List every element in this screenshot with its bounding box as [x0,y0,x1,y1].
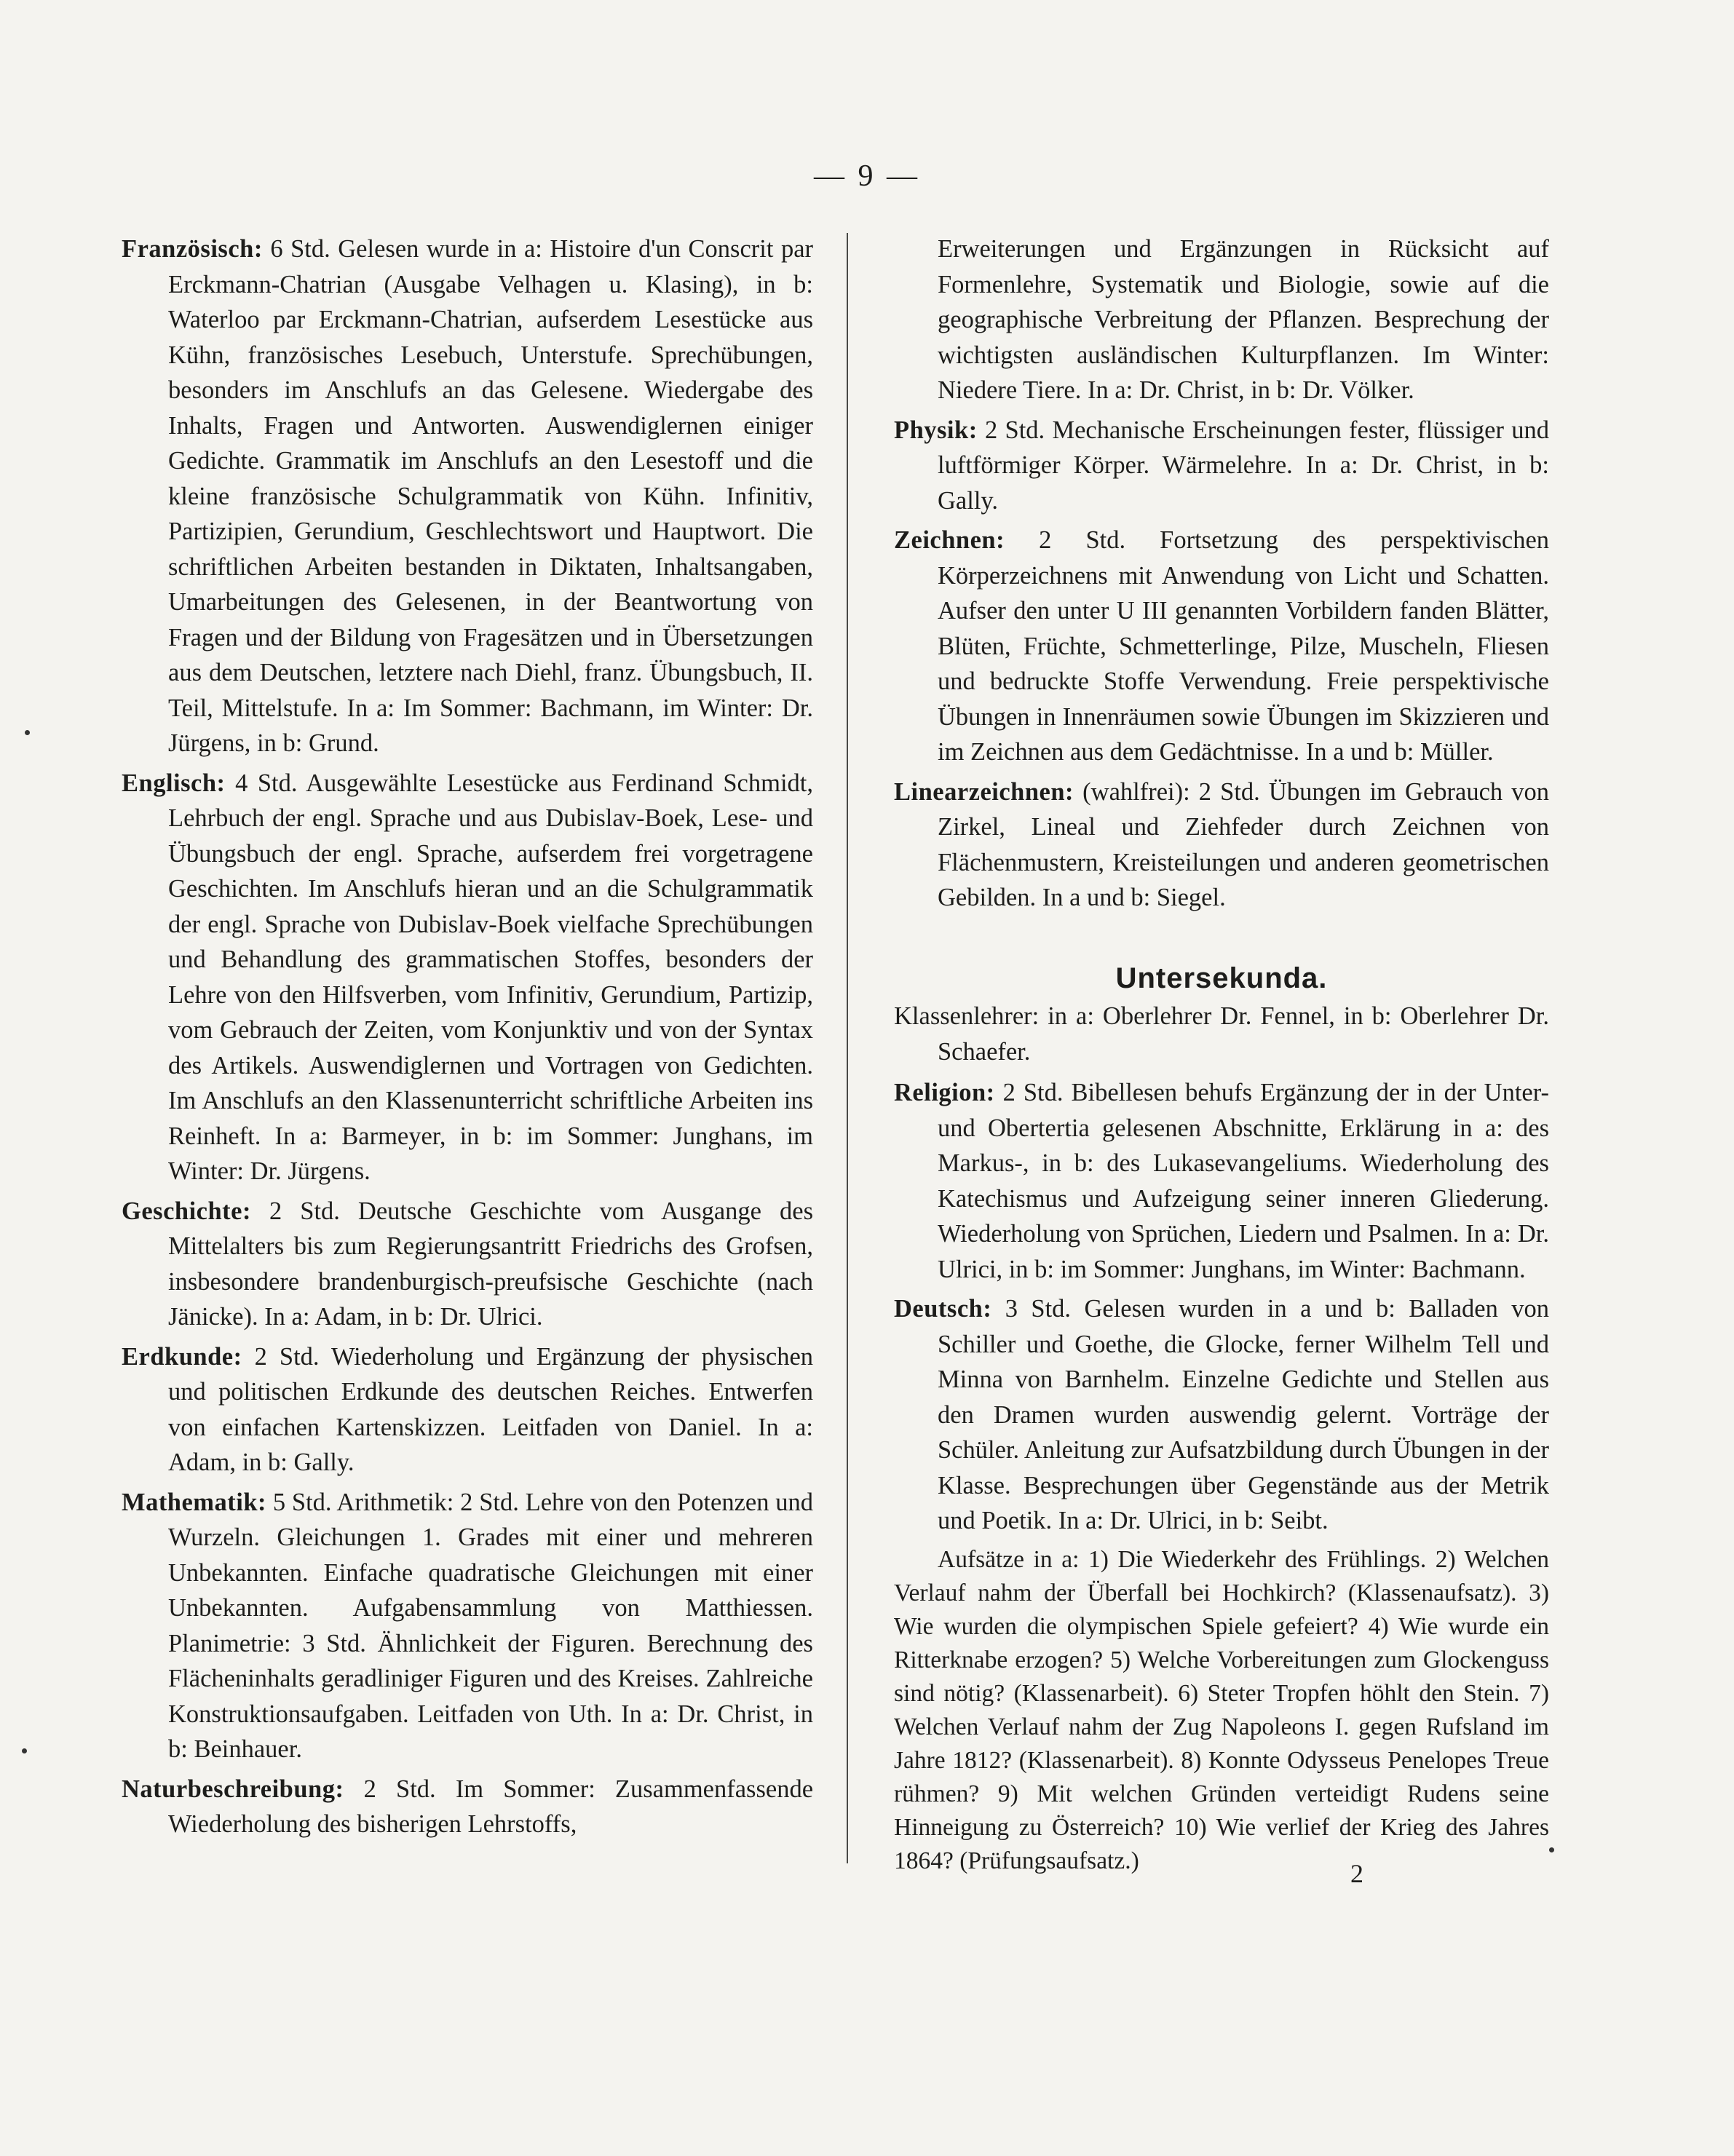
subject-entry [894,413,1549,519]
subject-label: Deutsch: [894,1295,992,1323]
subject-entry [122,766,813,1189]
section-heading: Untersekunda. [1115,962,1328,994]
subject-entry [122,1772,813,1842]
subject-text: 4 Std. Ausgewählte Lesestücke aus Ferdinand Schmidt, Lehrbuch der engl. Sprache und aus Dubislav-Boek, Lese- und Übungsbuch der engl. Sprache, aufserdem frei vorgetragene Geschichten. Im Anschlufs hieran und an die Schulgrammatik der engl. Sprache von Dubislav-Boek vielfache Sprechübungen und Behandlung des grammatischen Stoffes, besonders der Lehre von den Hilfsverben, vom Infinitiv, Gerundium, Partizip, vom Gebrauch der Zeiten, vom Konjunktiv und von der Syntax des Artikels. Auswendiglernen und Vortragen von Gedichten. Im Anschlufs an den Klassenunterricht schriftliche Arbeiten ins Reinheft. In a: Barmeyer, in b: im Sommer: Junghans, im Winter: Dr. Jürgens. [168,769,813,1185]
scan-speck [22,1748,27,1753]
subject-entry [122,1194,813,1335]
subject-text: 2 Std. Fortsetzung des perspektivischen Körperzeichnens mit Anwendung von Licht und Schatten. Aufser den unter U III genannten Vorbildern fanden Blätter, Blüten, Früchte, Schmetterlinge, Pilze, Muscheln, Fliesen und bedruckte Stoffe Verwendung. Freie perspektivische Übungen in Innenräumen sowie Übungen im Skizzieren und im Zeichnen aus dem Gedächtnisse. In a und b: Müller. [938,526,1550,766]
subject-text: 3 Std. Gelesen wurden in a und b: Balladen von Schiller und Goethe, die Glocke, ferner Wilhelm Tell und Minna von Barnhelm. Einzelne Gedichte und Stellen aus den Dramen wurden auswendig gelernt. Vorträge der Schüler. Anleitung zur Aufsatzbildung durch Übungen in der Klasse. Besprechungen über Gegenstände aus der Metrik und Poetik. In a: Dr. Ulrici, in b: Seibt. [938,1295,1550,1534]
subject-label: Englisch: [122,769,226,797]
subject-label: Französisch: [122,235,263,263]
essay-topics: Aufsätze in a: 1) Die Wiederkehr des Frühlings. 2) Welchen Verlauf nahm der Überfall bei Hochkirch? (Klassenaufsatz). 3) Wie wurden die olympischen Spiele gefeiert? 4) Wie wurde ein Ritterknabe erzogen? 5) Welche Vorbereitungen zum Glockenguss sind nötig? (Klassenarbeit). 6) Steter Tropfen höhlt den Stein. 7) Welchen Verlauf nahm der Zug Napoleons I. gegen Rufsland im Jahre 1812? (Klassenarbeit). 8) Konnte Odysseus Penelopes Treue rühmen? 9) Mit welchen Gründen verteidigt Rudens seine Hinneigung zu Österreich? 10) Wie verlief der Krieg des Jahres 1864? (Prüfungsaufsatz.) [894,1545,1549,1874]
subject-entry [122,231,813,761]
subject-entry [894,523,1549,770]
scan-speck [25,730,30,735]
subject-text: 2 Std. Mechanische Erscheinungen fester, flüssiger und luftförmiger Körper. Wärmelehre. In a: Dr. Christ, in b: Gally. [938,416,1549,515]
scan-speck [1549,1847,1554,1852]
subject-entry [894,1075,1549,1287]
subject-label: Physik: [894,416,978,444]
left-column [122,231,813,1847]
subject-text: (wahlfrei): 2 Std. Übungen im Gebrauch von Zirkel, Lineal und Ziehfeder durch Zeichnen von Flächenmustern, Kreisteilungen und anderen geometrischen Gebilden. In a und b: Siegel. [938,777,1550,911]
subject-label: Linearzeichnen: [894,777,1074,806]
right-column [894,231,1549,1878]
subject-label: Mathematik: [122,1488,267,1516]
subject-text: 6 Std. Gelesen wurde in a: Histoire d'un Conscrit par Erckmann-Chatrian (Ausgabe Velhagen u. Klasing), in b: Waterloo par Erckmann-Chatrian, aufserdem Lesestücke aus Kühn, französisches Lesebuch, Unterstufe. Sprechübungen, besonders im Anschlufs an das Gelesene. Wiedergabe des Inhalts, Fragen und Antworten. Auswendiglernen einiger Gedichte. Grammatik im Anschlufs an den Lesestoff und die kleine französische Schulgrammatik von Kühn. Infinitiv, Partizipien, Gerundium, Geschlechtswort und Hauptwort. Die schriftlichen Arbeiten bestanden in Diktaten, Inhaltsangaben, Umarbeitungen des Gelesenen, in der Beantwortung von Fragen und der Bildung von Fragesätzen und in Übersetzungen aus dem Deutschen, letztere nach Diehl, franz. Übungsbuch, II. Teil, Mittelstufe. In a: Im Sommer: Bachmann, im Winter: Dr. Jürgens, in b: Grund. [168,235,813,757]
subject-text: Erweiterungen und Ergänzungen in Rücksicht auf Formenlehre, Systematik und Biologie, sowie auf die geographische Verbreitung der Pflanzen. Besprechung der wichtigsten ausländischen Kulturpflanzen. Im Winter: Niedere Tiere. In a: Dr. Christ, in b: Dr. Völker. [938,235,1549,404]
column-divider [847,233,848,1863]
subject-label: Erdkunde: [122,1342,242,1371]
subject-text: 2 Std. Bibellesen behufs Ergänzung der in der Unter- und Obertertia gelesenen Abschnitte, Erklärung in a: des Markus-, in b: des Lukasevangeliums. Wiederholung des Katechismus und Aufzeigung seiner inneren Gliederung. Wiederholung von Sprüchen, Liedern und Psalmen. In a: Dr. Ulrici, in b: im Sommer: Junghans, im Winter: Bachmann. [938,1079,1549,1283]
subject-text: 5 Std. Arithmetik: 2 Std. Lehre von den Potenzen und Wurzeln. Gleichungen 1. Grades mit einer und mehreren Unbekannten. Einfache quadratische Gleichungen mit einer Unbekannten. Aufgabensammlung von Matthiessen. Planimetrie: 3 Std. Ähnlichkeit der Figuren. Berechnung des Flächeninhalts geradliniger Figuren und des Kreises. Zahlreiche Konstruktionsaufgaben. Leitfaden von Uth. In a: Dr. Christ, in b: Beinhauer. [168,1488,813,1763]
signature-mark: 2 [1350,1859,1363,1888]
subject-text: 2 Std. Im Sommer: Zusammenfassende Wiederholung des bisherigen Lehrstoffs, [168,1775,814,1838]
subject-text: 2 Std. Wiederholung und Ergänzung der physischen und politischen Erdkunde des deutschen Reiches. Entwerfen von einfachen Kartenskizzen. Leitfaden von Daniel. In a: Adam, in b: Gally. [168,1342,814,1476]
subject-entry [894,774,1549,916]
subject-label: Religion: [894,1079,995,1106]
subject-label: Naturbeschreibung: [122,1775,344,1803]
continuation-text [894,231,1549,408]
page-number: — 9 — [814,159,920,193]
class-teacher-line: Klassenlehrer: in a: Oberlehrer Dr. Fennel, in b: Oberlehrer Dr. Schaefer. [894,1002,1549,1066]
subject-entry [894,1291,1549,1539]
subject-entry [122,1485,813,1767]
subject-label: Zeichnen: [894,526,1005,554]
subject-text: 2 Std. Deutsche Geschichte vom Ausgange des Mittelalters bis zum Regierungsantritt Friedrichs des Grofsen, insbesondere brandenburgisch-preufsische Geschichte (nach Jänicke). In a: Adam, in b: Dr. Ulrici. [168,1197,814,1331]
subject-entry [122,1339,813,1481]
subject-label: Geschichte: [122,1197,251,1225]
